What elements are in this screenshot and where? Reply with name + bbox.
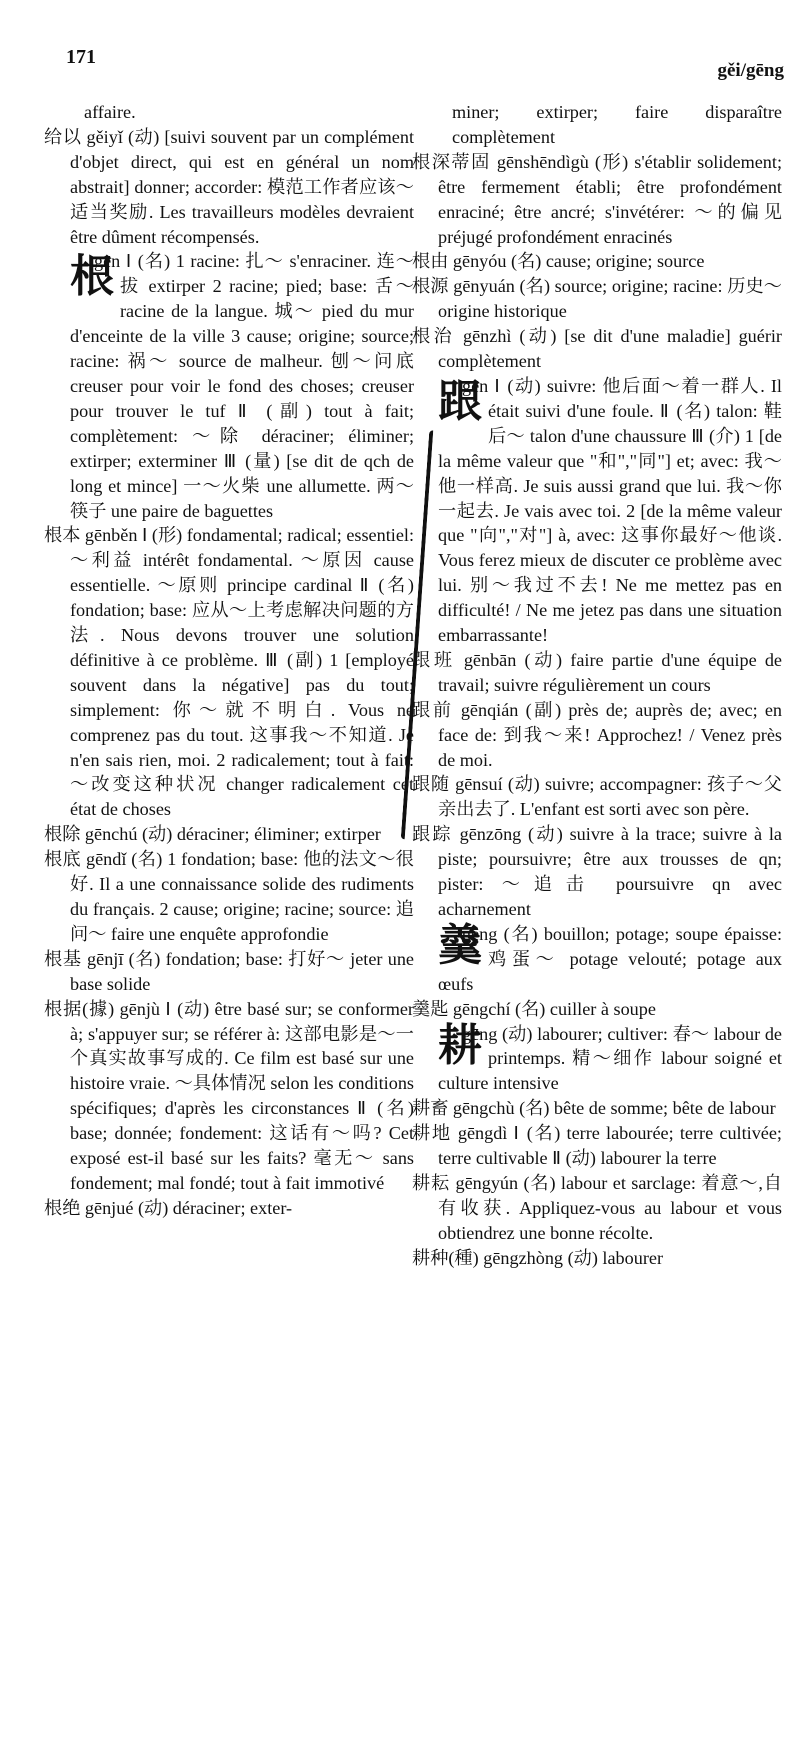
entry-text: 根本 gēnběn Ⅰ (形) fondamental; radical; essentiel: ～利益 intérêt fondamental. ～原因 cause essentielle. ～原则 principe cardinal Ⅱ (名) fondation; base: 应从～上考虑解决问题的方法. Nous devons trouver une solution définitive à ce problème. Ⅲ (副) 1 [employé souvent dans la négative] pas du tout; simplement: 你～就不明白. Vous ne comprenez pas du tout. 这事我～不知道. Je n'en sais rien, moi. 2 radicalement; tout à fait: ～改变这种状况 changer radicalement cet état de choses [44,525,415,820]
entry-text: 根基 gēnjī (名) fondation; base: 打好～ jeter une base solide [44,948,414,994]
headword-entry [412,919,782,997]
dictionary-entry [412,1096,782,1121]
continued-entry [412,100,782,150]
right-column [412,100,782,1271]
entry-text: 跟随 gēnsuí (动) suivre; accompagner: 孩子～父亲出去了. L'enfant est sorti avec son père. [412,774,782,820]
entry-text: 跟班 gēnbān (动) faire partie d'une équipe de travail; suivre régulièrement un cours [412,649,782,695]
entry-text: 羹匙 gēngchí (名) cuiller à soupe [412,998,656,1019]
page-number: 171 [66,46,96,68]
headword-character: 跟 [438,375,482,427]
entry-text: 给以 gěiyǐ (动) [suivi souvent par un complément d'objet direct, qui est en général un nom abstrait] donner; accorder: 模范工作者应该～适当奖励. Les travailleurs modèles devraient être dûment récompensés. [44,126,414,247]
dictionary-entry [44,125,414,250]
continued-entry [44,100,414,125]
headword-character: 根 [70,251,114,303]
dictionary-entry [412,324,782,374]
entry-text: 根由 gēnyóu (名) cause; origine; source [412,251,705,272]
running-head: gěi/gēng [717,60,784,81]
dictionary-entry [412,274,782,324]
entry-text: 根绝 gēnjué (动) déraciner; exter- [44,1197,293,1218]
entry-text: 耕地 gēngdì Ⅰ (名) terre labourée; terre cultivée; terre cultivable Ⅱ (动) labourer la terre [412,1123,782,1169]
headword-entry [412,1019,782,1097]
entry-text: 耕种(種) gēngzhòng (动) labourer [412,1247,664,1268]
dictionary-entry [412,1121,782,1171]
entry-text: 耕畜 gēngchù (名) bête de somme; bête de labour [412,1098,776,1119]
dictionary-entry [412,249,782,274]
dictionary-entry [44,523,414,822]
dictionary-entry [44,1196,414,1221]
entry-text: 跟踪 gēnzōng (动) suivre à la trace; suivre à la piste; poursuivre; être aux trousses de qn; pister: ～追击 poursuivre qn avec acharnement [412,824,782,919]
entry-text: gēn Ⅰ (名) 1 racine: 扎～ s'enraciner. 连～拔 extirper 2 racine; pied; base: 舌～ racine de la langue. 城～ pied du mur d'enceinte de la ville 3 cause; origine; source; racine: 祸～ source de malheur. 刨～问底 creuser pour voir le fond des choses; creuser pour trouver le tuf Ⅱ (副) tout à fait; complètement: ～除 déraciner; éliminer; extirper; exterminer Ⅲ (量) [se dit de qch de long et mince] 一～火柴 une allumette. 两～筷子 une paire de baguettes [70,251,414,521]
entry-text: 跟前 gēnqián (副) près de; auprès de; avec; en face de: 到我～来! Approchez! / Venez près de moi. [412,699,782,770]
dictionary-entry [412,648,782,698]
entry-text: gēn Ⅰ (动) suivre: 他后面～着一群人. Il était suivi d'une foule. Ⅱ (名) talon: 鞋后～ talon d'une chaussure Ⅲ (介) 1 [de la même valeur que "和","同"] et; avec: 我～他一样高. Je suis aussi grand que lui. 我～你一起去. Je vais avec toi. 2 [de la même valeur que "向","对"] à, avec: 这事你最好～他谈. Vous ferez mieux de discuter ce problème avec lui. 别～我过不去! Ne me mettez pas en difficulté! / Ne me jetez pas dans une situation embarrassante! [438,375,782,646]
entry-text: 根除 gēnchú (动) déraciner; éliminer; extirper [44,824,381,845]
entry-text: 根深蒂固 gēnshēndìgù (形) s'établir solidement; être fermement établi; être profondément enraciné; être ancré; s'invétérer: ～的偏见 préjugé profondément enracinés [412,151,782,247]
headword-character: 羹 [438,919,482,971]
headword-character: 耕 [438,1019,482,1071]
dictionary-entry [412,997,782,1022]
dictionary-entry [44,847,414,947]
entry-text: 耕耘 gēngyún (名) labour et sarclage: 着意～,自有收获. Appliquez-vous au labour et vous obtiendrez une bonne récolte. [412,1172,782,1243]
dictionary-entry [412,698,782,773]
dictionary-entry [44,947,414,997]
dictionary-entry [412,150,782,250]
entry-text: 根底 gēndǐ (名) 1 fondation; base: 他的法文～很好. Il a une connaissance solide des rudiments du français. 2 cause; origine; racine; source: 追问～ faire une enquête approfondie [44,849,414,944]
dictionary-entry [412,822,782,922]
entry-text: 根治 gēnzhì (动) [se dit d'une maladie] guérir complètement [412,326,782,372]
entry-text: 根源 gēnyuán (名) source; origine; racine: 历史～ origine historique [412,276,782,322]
dictionary-entry [44,822,414,847]
headword-entry [44,249,414,523]
entry-text: 根据(據) gēnjù Ⅰ (动) être basé sur; se conformer à; s'appuyer sur; se référer à: 这部电影是～一个真实故事写成的. Ce film est basé sur une histoire vraie. ～具体情况 selon les conditions spécifiques; d'après les circonstances Ⅱ (名) base; donnée; fondement: 这话有～吗? Cet exposé est-il basé sur les faits? 毫无～ sans fondement; mal fondé; tout à fait immotivé [44,998,414,1193]
headword-entry [412,374,782,648]
dictionary-entry [412,1246,782,1271]
dictionary-entry [412,772,782,822]
entry-text: miner; extirper; faire disparaître complètement [452,102,782,147]
dictionary-entry [44,997,414,1196]
entry-text: affaire. [84,102,136,122]
dictionary-entry [412,1171,782,1246]
left-column [44,100,414,1221]
entry-text: gēng (名) bouillon; potage; soupe épaisse: 鸡蛋～ potage velouté; potage aux œufs [438,923,782,994]
entry-text: gēng (动) labourer; cultiver: 春～ labour de printemps. 精～细作 labour soigné et culture intensive [438,1023,782,1094]
